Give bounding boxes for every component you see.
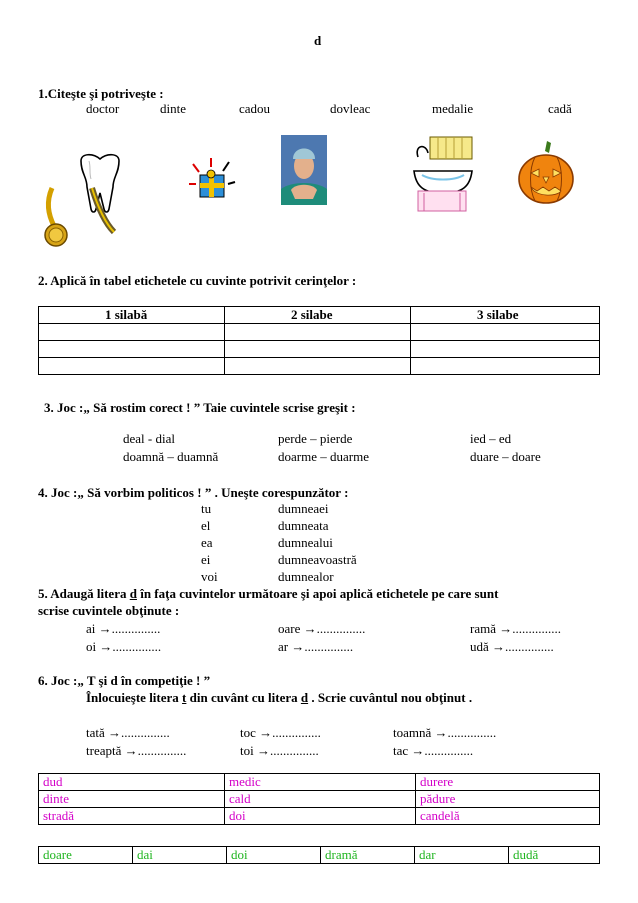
table-header: 3 silabe	[411, 307, 600, 324]
label-word[interactable]: stradă	[39, 808, 225, 825]
ex1-title: 1.Citeşte şi potriveşte :	[38, 86, 164, 101]
table-cell[interactable]	[39, 324, 225, 341]
label-word[interactable]: dar	[415, 847, 509, 864]
pronoun[interactable]: el	[201, 518, 211, 533]
word-pair[interactable]: doarme – duarme	[278, 449, 369, 464]
page-title: d	[314, 33, 322, 48]
label-table-green	[38, 846, 600, 864]
ex2-title: 2. Aplică în tabel etichetele cu cuvinte potrivit cerinţelor :	[38, 273, 357, 288]
table-cell[interactable]	[39, 358, 225, 375]
ex4-title: 4. Joc :„ Să vorbim politicos ! ” . Uneşte corespunzător :	[38, 485, 349, 500]
fill-item[interactable]: toi →...............	[240, 743, 319, 758]
medal-icon	[42, 188, 117, 248]
pumpkin-icon	[517, 141, 575, 205]
label-word[interactable]: dai	[133, 847, 227, 864]
label-word[interactable]: dramă	[321, 847, 415, 864]
word-pair[interactable]: perde – pierde	[278, 431, 353, 446]
ex1-word: medalie	[432, 101, 474, 116]
label-table-magenta	[38, 773, 600, 825]
label-word[interactable]: durere	[416, 774, 600, 791]
table-cell[interactable]	[225, 324, 411, 341]
fill-item[interactable]: toc →...............	[240, 725, 321, 740]
fill-item[interactable]: oi →...............	[86, 639, 162, 654]
syllable-table	[38, 306, 600, 375]
ex5-title: 5. Adaugă litera d în faţa cuvintelor următoare şi apoi aplică etichetele pe care sunt	[38, 586, 499, 601]
pronoun[interactable]: tu	[201, 501, 212, 516]
label-word[interactable]: medic	[225, 774, 416, 791]
ex1-word: dovleac	[330, 101, 371, 116]
gift-icon	[187, 158, 237, 204]
ex6-instruction: Înlocuieşte litera t din cuvânt cu litera d . Scrie cuvântul nou obţinut .	[86, 690, 473, 705]
ex1-word: cadă	[548, 101, 572, 116]
table-cell[interactable]	[411, 324, 600, 341]
fill-item[interactable]: treaptă →...............	[86, 743, 187, 758]
ex1-word: doctor	[86, 101, 120, 116]
ex1-word: cadou	[239, 101, 271, 116]
polite-pronoun[interactable]: dumnealui	[278, 535, 333, 550]
label-word[interactable]: dinte	[39, 791, 225, 808]
fill-item[interactable]: ramă →...............	[470, 621, 561, 636]
table-header: 2 silabe	[225, 307, 411, 324]
word-pair[interactable]: deal - dial	[123, 431, 175, 446]
pronoun[interactable]: voi	[201, 569, 218, 584]
pronoun[interactable]: ea	[201, 535, 213, 550]
table-cell[interactable]	[411, 341, 600, 358]
pronoun[interactable]: ei	[201, 552, 211, 567]
ex1-word: dinte	[160, 101, 186, 116]
label-word[interactable]: candelă	[416, 808, 600, 825]
ex5-title-line2: scrise cuvintele obţinute :	[38, 603, 180, 618]
label-word[interactable]: cald	[225, 791, 416, 808]
label-word[interactable]: pădure	[416, 791, 600, 808]
fill-item[interactable]: udă →...............	[470, 639, 554, 654]
table-cell[interactable]	[225, 341, 411, 358]
word-pair[interactable]: duare – doare	[470, 449, 541, 464]
polite-pronoun[interactable]: dumneaei	[278, 501, 329, 516]
fill-item[interactable]: ar →...............	[278, 639, 354, 654]
fill-item[interactable]: ai →...............	[86, 621, 161, 636]
doctor-photo	[281, 135, 327, 205]
label-word[interactable]: doare	[39, 847, 133, 864]
word-pair[interactable]: ied – ed	[470, 431, 512, 446]
table-cell[interactable]	[411, 358, 600, 375]
polite-pronoun[interactable]: dumneata	[278, 518, 329, 533]
fill-item[interactable]: oare →...............	[278, 621, 366, 636]
fill-item[interactable]: tată →...............	[86, 725, 170, 740]
table-cell[interactable]	[39, 341, 225, 358]
ex3-title: 3. Joc :„ Să rostim corect ! ” Taie cuvintele scrise greşit :	[44, 400, 356, 415]
table-header: 1 silabă	[39, 307, 225, 324]
label-word[interactable]: doi	[227, 847, 321, 864]
polite-pronoun[interactable]: dumneavoastră	[278, 552, 357, 567]
label-word[interactable]: doi	[225, 808, 416, 825]
ex6-title: 6. Joc :„ T şi d în competiţie ! ”	[38, 673, 211, 688]
polite-pronoun[interactable]: dumnealor	[278, 569, 334, 584]
word-pair[interactable]: doamnă – duamnă	[123, 449, 219, 464]
bathtub-icon	[412, 135, 474, 217]
label-word[interactable]: dudă	[509, 847, 600, 864]
table-cell[interactable]	[225, 358, 411, 375]
fill-item[interactable]: tac →...............	[393, 743, 474, 758]
label-word[interactable]: dud	[39, 774, 225, 791]
fill-item[interactable]: toamnă →...............	[393, 725, 497, 740]
